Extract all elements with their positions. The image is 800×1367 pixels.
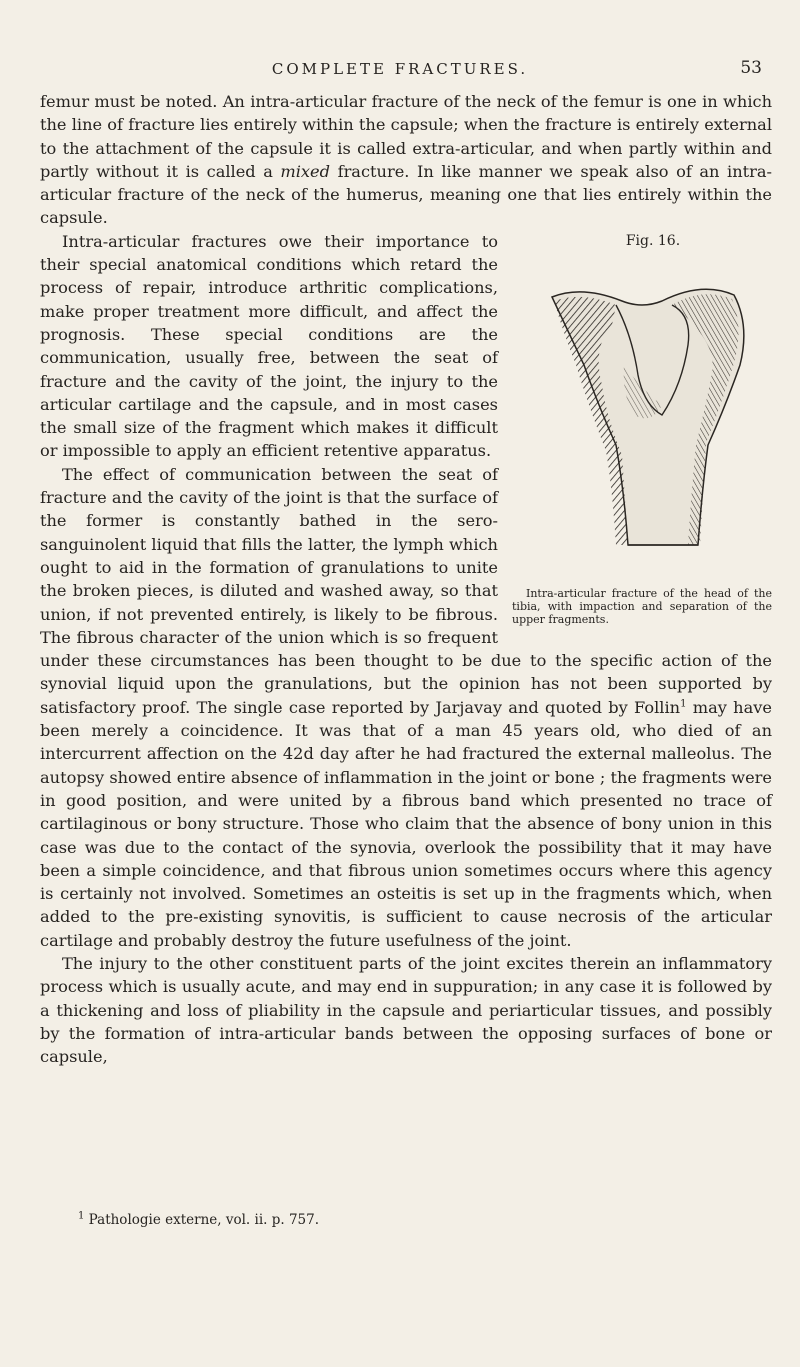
italic-term: mixed xyxy=(280,161,331,181)
body-text xyxy=(40,90,772,1068)
page-number: 53 xyxy=(740,58,762,78)
footnote xyxy=(78,1212,778,1228)
paragraph-2: Fig. 16. Intra-articular fracture of the head of the tibia, with impaction and separation of the upper fragments. Intra-articular fractures owe their importance to their special anatomical conditions which retard the process of repair, introduce arthritic complications, make proper treatment more difficult, and affect the prognosis. These special conditions are the communication, usually free, between the seat of fracture and the cavity of the joint, the injury to the articular cartilage and the capsule, and in most cases the small size of the fragment which makes it difficult or impossible to apply an efficient retentive apparatus. xyxy=(40,231,772,627)
figure-caption: Intra-articular fracture of the head of the tibia, with impaction and separation of the upper fragments. xyxy=(512,587,772,627)
figure-label: Fig. 16. xyxy=(625,232,681,249)
running-title: COMPLETE FRACTURES. xyxy=(271,60,529,78)
footnote-number: 1 xyxy=(78,1210,85,1222)
figure-16 xyxy=(512,230,772,626)
paragraph-4: The injury to the other constituent parts of the joint excites therein an inflammatory process which is usually acute, and may end in suppuration; in any case it is followed by a thickening and loss of pliability in the capsule and periarticular tissues, and possibly by the formation of intra-articular bands between the opposing surfaces of bone or capsule, xyxy=(40,953,772,1067)
paragraph-1: femur must be noted. An intra-articular fracture of the neck of the femur is one in which the line of fracture lies entirely within the capsule; when the fracture is entirely external to the attachment of the capsule it is called extra-articular, and when partly within and partly without it is called a mixed fracture. In like manner we speak also of an intra-articular fracture of the neck of the humerus, meaning one that lies entirely within the capsule. xyxy=(40,92,772,228)
footnote-marker: 1 xyxy=(680,698,687,710)
paragraph-3: The effect of communication between the seat of fracture and the cavity of the joint is that the surface of the former is constantly bathed in the sero-sanguinolent liquid that fills the latter, the lymph which ought to aid in the formation of granulations to unite the broken pieces, is diluted and washed away, so that union, if not prevented entirely, is likely to be fibrous. The fibrous character of the union which is so frequent under these circumstances has been thought to be due to the specific action of the synovial liquid upon the granulations, but the opinion has not been supported by satisfactory proof. The single case reported by Jarjavay and quoted by Follin$^1$ may have been merely a coincidence. It was that of a man 45 years old, who died of an intercurrent affection on the 42d day after he had fractured the external malleolus. The autopsy showed entire absence of inflammation in the joint or bone ; the fragments were in good position, and were united by a fibrous band which presented no trace of cartilaginous or bony structure. Those who claim that the absence of bony union in this case was due to the contact of the synovia, overlook the possibility that it may have been a simple coincidence, and that fibrous union sometimes occurs where this agency is certainly not involved. Sometimes an osteitis is set up in the fragments which, when added to the pre-existing synovitis, is sufficient to cause necrosis of the articular cartilage and probably destroy the future usefulness of the joint. xyxy=(40,464,772,950)
tibia-fracture-illustration xyxy=(512,255,772,585)
footnote-text: Pathologie externe, vol. ii. p. 757. xyxy=(84,1212,320,1228)
